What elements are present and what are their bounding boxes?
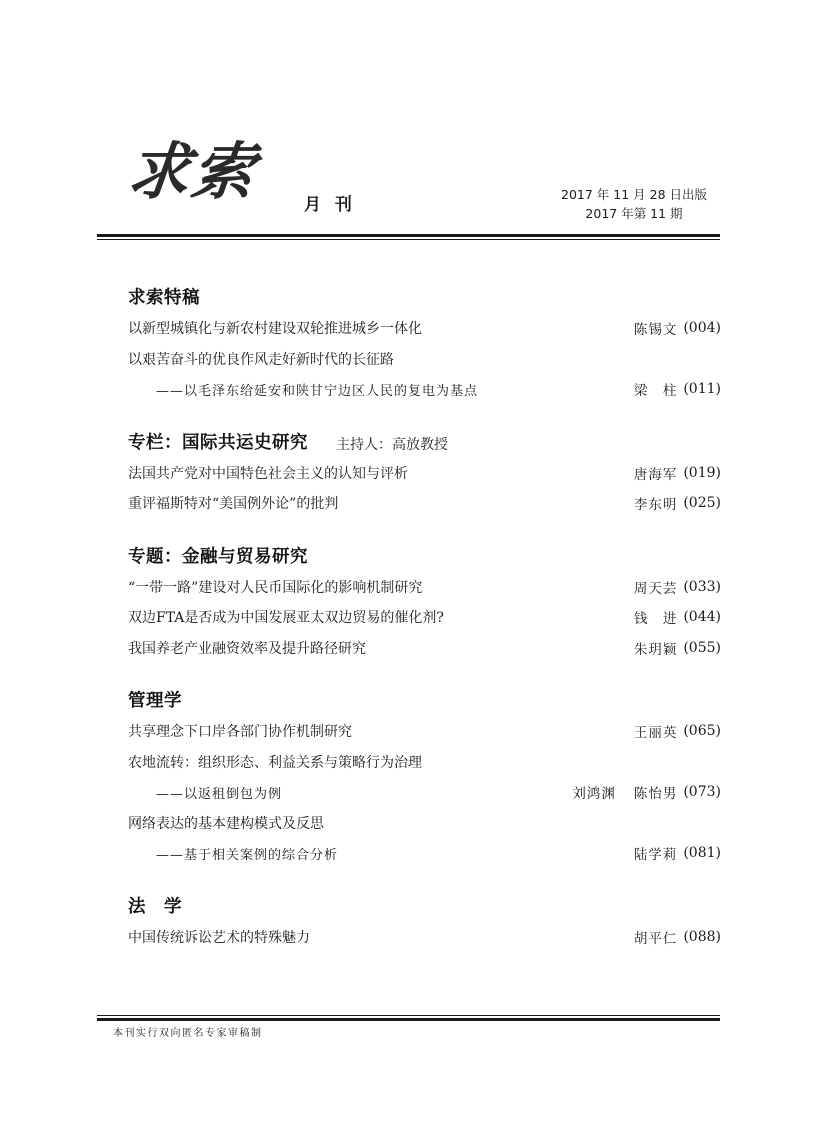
entry-page-number: (044): [683, 609, 721, 626]
toc-entry[interactable]: [128, 602, 721, 633]
toc-section: [128, 685, 721, 869]
section-title: 管理学: [128, 691, 182, 711]
entry-title: 我国养老产业融资效率及提升路径研究: [128, 640, 366, 657]
entry-page-number: (011): [683, 381, 721, 398]
entry-page-number: (004): [683, 320, 721, 337]
entry-author: 刘鸿渊: [572, 786, 616, 803]
entry-title: 重评福斯特对“美国例外论”的批判: [128, 496, 339, 513]
toc-section: [128, 427, 721, 519]
entry-author: 陆学莉: [633, 847, 678, 864]
issue-info: [561, 185, 707, 223]
entry-meta: [634, 607, 721, 627]
entry-author: 李东明: [633, 497, 678, 514]
toc-entry[interactable]: [128, 344, 721, 375]
section-title: 法 学: [128, 896, 182, 917]
entry-title: 网络表达的基本建构模式及反思: [128, 815, 324, 832]
section-header: [128, 282, 721, 313]
entry-meta: [634, 318, 721, 338]
bottom-divider-thin: [97, 1015, 720, 1016]
toc-section: [128, 891, 721, 953]
toc-entry[interactable]: [128, 808, 721, 839]
entry-page-number: (081): [683, 845, 721, 862]
top-divider-thick: [97, 234, 720, 237]
toc-entry[interactable]: [128, 922, 721, 953]
table-of-contents: [128, 282, 721, 974]
entry-page-number: (088): [683, 928, 721, 945]
entry-author: 陈怡男: [633, 786, 678, 803]
journal-logo: 求索: [124, 135, 260, 208]
toc-section: [128, 541, 721, 664]
entry-page-number: (065): [683, 723, 721, 740]
section-header: [128, 685, 721, 716]
section-host: 主持人：高放教授: [336, 436, 448, 453]
section-header: [128, 427, 721, 458]
review-policy-note: 本刊实行双向匿名专家审稿制: [113, 1028, 263, 1039]
entry-title: 法国共产党对中国特色社会主义的认知与评析: [128, 465, 408, 482]
entry-page-number: (055): [683, 639, 721, 656]
entry-subtitle: ——以毛泽东给延安和陕甘宁边区人民的复电为基点: [156, 383, 479, 399]
issue-date: 2017 年 11 月 28 日出版: [561, 187, 707, 202]
toc-entry[interactable]: [128, 458, 721, 489]
entry-meta: [634, 721, 721, 741]
section-title: 求索特稿: [128, 288, 200, 308]
entry-author: 陈锡文: [633, 322, 678, 339]
entry-author: 钱 进: [633, 611, 678, 628]
toc-entry[interactable]: [128, 716, 721, 747]
entry-meta: [634, 577, 721, 597]
toc-entry[interactable]: [128, 374, 721, 405]
toc-entry[interactable]: [128, 572, 721, 603]
toc-entry[interactable]: [128, 633, 721, 664]
bottom-divider-thick: [97, 1018, 720, 1021]
entry-meta: [634, 493, 721, 513]
entry-title: 以艰苦奋斗的优良作风走好新时代的长征路: [128, 351, 394, 368]
entry-meta: [572, 782, 721, 802]
section-title: 专题：金融与贸易研究: [128, 546, 308, 567]
journal-frequency: 月 刊: [304, 195, 356, 215]
entry-meta: [634, 843, 721, 863]
entry-page-number: (073): [683, 784, 721, 801]
entry-meta: [634, 638, 721, 658]
entry-page-number: (033): [683, 578, 721, 595]
entry-title: “一带一路”建设对人民币国际化的影响机制研究: [128, 579, 423, 596]
toc-section: [128, 282, 721, 405]
entry-meta: [634, 463, 721, 483]
entry-subtitle: ——以返租倒包为例: [156, 786, 283, 802]
toc-entry[interactable]: [128, 313, 721, 344]
toc-entry[interactable]: [128, 488, 721, 519]
entry-title: 农地流转：组织形态、利益关系与策略行为治理: [128, 754, 422, 771]
top-divider-thin: [97, 239, 720, 240]
entry-author: 朱玥颖: [633, 641, 678, 658]
entry-author: 胡平仁: [633, 930, 678, 947]
masthead: [124, 128, 722, 224]
entry-title: 中国传统诉讼艺术的特殊魅力: [128, 929, 310, 946]
entry-page-number: (025): [683, 495, 721, 512]
entry-author: 王丽英: [633, 725, 678, 742]
entry-author: 唐海军: [633, 466, 678, 483]
toc-entry[interactable]: [128, 747, 721, 778]
entry-author: 周天芸: [633, 580, 678, 597]
section-header: [128, 891, 721, 922]
entry-title: 共享理念下口岸各部门协作机制研究: [128, 724, 352, 741]
entry-title: 双边FTA是否成为中国发展亚太双边贸易的催化剂?: [128, 610, 444, 627]
entry-page-number: (019): [683, 464, 721, 481]
entry-meta: [634, 927, 721, 947]
section-header: [128, 541, 721, 572]
toc-entry[interactable]: [128, 838, 721, 869]
entry-meta: [634, 379, 721, 399]
entry-author: 梁 柱: [633, 383, 678, 400]
issue-number: 2017 年第 11 期: [585, 206, 683, 221]
toc-entry[interactable]: [128, 777, 721, 808]
entry-subtitle: ——基于相关案例的综合分析: [156, 847, 339, 863]
entry-title: 以新型城镇化与新农村建设双轮推进城乡一体化: [128, 321, 422, 338]
section-title: 专栏：国际共运史研究: [128, 432, 308, 453]
